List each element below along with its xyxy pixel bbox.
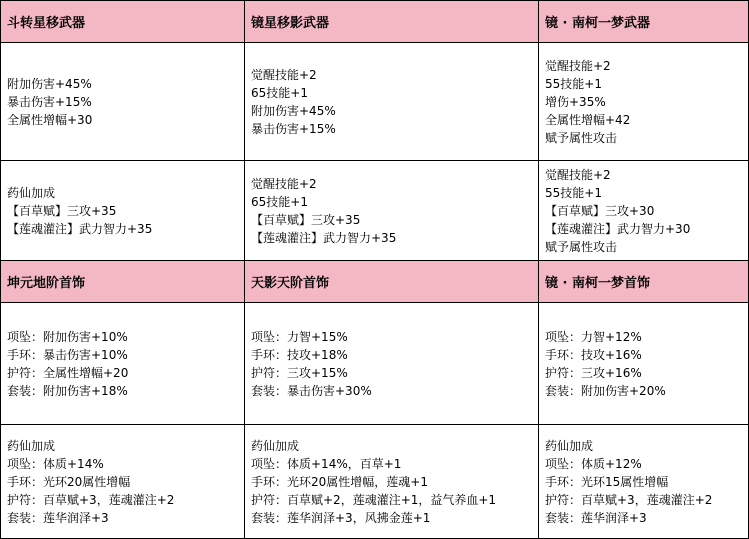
cell-line: 附加伤害+45% bbox=[7, 76, 92, 91]
table-cell bbox=[1, 303, 245, 425]
table-cell bbox=[245, 161, 539, 261]
cell-line: 护符：全属性增幅+20 bbox=[7, 365, 129, 380]
cell-line: 55技能+1 bbox=[545, 76, 602, 91]
column-header: 斗转星移武器 bbox=[1, 1, 245, 43]
cell-line: 项坠：体质+14%，百草+1 bbox=[251, 456, 402, 471]
table-cell bbox=[1, 425, 245, 539]
cell-line: 护符：三攻+15% bbox=[251, 365, 348, 380]
cell-line: 赋予属性攻击 bbox=[545, 130, 618, 145]
cell-line: 手环：光环15属性增幅 bbox=[545, 474, 669, 489]
cell-line: 药仙加成 bbox=[7, 438, 56, 453]
cell-line: 护符：三攻+16% bbox=[545, 365, 642, 380]
cell-line: 手环：技攻+18% bbox=[251, 347, 348, 362]
cell-line: 觉醒技能+2 bbox=[545, 167, 611, 182]
table-row bbox=[1, 303, 749, 425]
cell-line: 药仙加成 bbox=[251, 438, 300, 453]
column-header: 天影天阶首饰 bbox=[245, 261, 539, 303]
table-cell bbox=[539, 425, 749, 539]
cell-line: 项坠：力智+12% bbox=[545, 329, 642, 344]
table-row bbox=[1, 161, 749, 261]
cell-line: 项坠：力智+15% bbox=[251, 329, 348, 344]
table-cell bbox=[1, 161, 245, 261]
cell-line: 套装：莲华润泽+3 bbox=[545, 510, 647, 525]
cell-line: 【百草赋】三攻+30 bbox=[545, 203, 655, 218]
cell-line: 觉醒技能+2 bbox=[251, 176, 317, 191]
cell-line: 项坠：体质+12% bbox=[545, 456, 642, 471]
cell-line: 赋予属性攻击 bbox=[545, 239, 618, 254]
cell-line: 项坠：附加伤害+10% bbox=[7, 329, 128, 344]
cell-line: 全属性增幅+42 bbox=[545, 112, 631, 127]
cell-line: 增伤+35% bbox=[545, 94, 606, 109]
table-cell bbox=[1, 43, 245, 161]
cell-line: 全属性增幅+30 bbox=[7, 112, 93, 127]
table-cell bbox=[539, 43, 749, 161]
cell-line: 暴击伤害+15% bbox=[251, 121, 336, 136]
table-cell bbox=[245, 425, 539, 539]
table-cell bbox=[245, 43, 539, 161]
cell-line: 套装：暴击伤害+30% bbox=[251, 383, 372, 398]
cell-line: 觉醒技能+2 bbox=[251, 67, 317, 82]
cell-line: 附加伤害+45% bbox=[251, 103, 336, 118]
table-cell bbox=[539, 161, 749, 261]
cell-line: 觉醒技能+2 bbox=[545, 58, 611, 73]
header-row bbox=[1, 261, 749, 303]
column-header: 镜 · 南柯一梦首饰 bbox=[539, 261, 749, 303]
header-row bbox=[1, 1, 749, 43]
cell-line: 【莲魂灌注】武力智力+35 bbox=[7, 221, 153, 236]
cell-line: 护符：百草赋+2，莲魂灌注+1，益气养血+1 bbox=[251, 492, 497, 507]
cell-line: 手环：光环20属性增幅 bbox=[7, 474, 131, 489]
cell-line: 手环：暴击伤害+10% bbox=[7, 347, 128, 362]
cell-line: 护符：百草赋+3，莲魂灌注+2 bbox=[545, 492, 713, 507]
table-row bbox=[1, 43, 749, 161]
cell-line: 65技能+1 bbox=[251, 85, 308, 100]
cell-line: 套装：莲华润泽+3 bbox=[7, 510, 109, 525]
column-header: 镜星移影武器 bbox=[245, 1, 539, 43]
column-header: 坤元地阶首饰 bbox=[1, 261, 245, 303]
cell-line: 【莲魂灌注】武力智力+35 bbox=[251, 230, 397, 245]
cell-line: 手环：技攻+16% bbox=[545, 347, 642, 362]
cell-line: 套装：附加伤害+18% bbox=[7, 383, 128, 398]
cell-line: 65技能+1 bbox=[251, 194, 308, 209]
column-header: 镜 · 南柯一梦武器 bbox=[539, 1, 749, 43]
table-row bbox=[1, 425, 749, 539]
cell-line: 项坠：体质+14% bbox=[7, 456, 104, 471]
cell-line: 55技能+1 bbox=[545, 185, 602, 200]
table-cell bbox=[245, 303, 539, 425]
cell-line: 手环：光环20属性增幅，莲魂+1 bbox=[251, 474, 428, 489]
cell-line: 【莲魂灌注】武力智力+30 bbox=[545, 221, 691, 236]
cell-line: 护符：百草赋+3，莲魂灌注+2 bbox=[7, 492, 175, 507]
cell-line: 【百草赋】三攻+35 bbox=[251, 212, 361, 227]
cell-line: 【百草赋】三攻+35 bbox=[7, 203, 117, 218]
cell-line: 套装：莲华润泽+3，风拂金莲+1 bbox=[251, 510, 431, 525]
cell-line: 套装：附加伤害+20% bbox=[545, 383, 666, 398]
cell-line: 暴击伤害+15% bbox=[7, 94, 92, 109]
table-cell bbox=[539, 303, 749, 425]
cell-line: 药仙加成 bbox=[545, 438, 594, 453]
cell-line: 药仙加成 bbox=[7, 185, 56, 200]
